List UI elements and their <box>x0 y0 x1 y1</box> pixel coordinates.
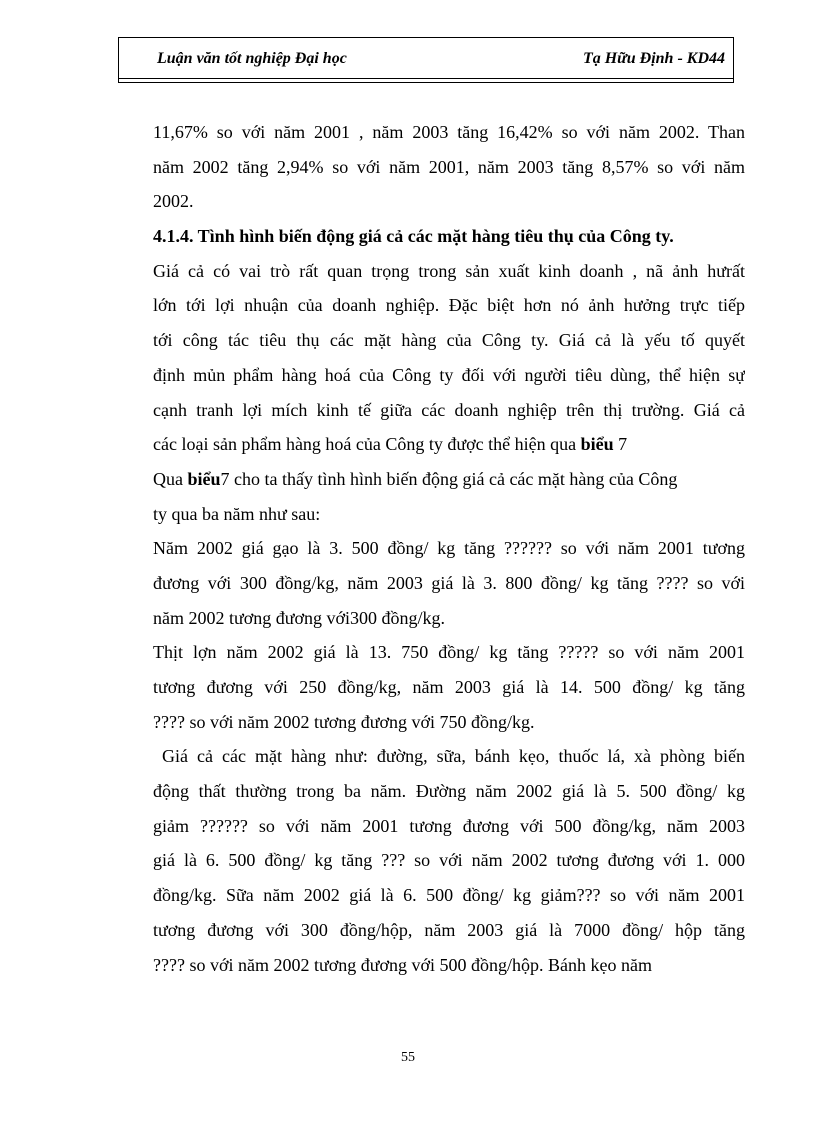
text-segment: 7 cho ta thấy tình hình biến động giá cả các mặt hàng của Công <box>220 468 678 489</box>
text-line: đương với 300 đồng/kg, năm 2003 giá là 3. 800 đồng/ kg tăng ???? so với <box>153 572 745 593</box>
text-line: động thất thường trong ba năm. Đường năm 2002 giá là 5. 500 đồng/ kg <box>153 781 745 802</box>
text-line: ???? so với năm 2002 tương đương với 500 đồng/hộp. Bánh kẹo năm <box>153 954 653 975</box>
text-line: 2002. <box>153 191 194 212</box>
page-header <box>118 37 734 83</box>
text-line-with-bold <box>153 427 745 462</box>
text-line: giá là 6. 500 đồng/ kg tăng ??? so với năm 2002 tương đương với 1. 000 <box>153 850 745 871</box>
text-line: tương đương với 250 đồng/kg, năm 2003 giá là 14. 500 đồng/ kg tăng <box>153 677 745 697</box>
text-line: Giá cả các mặt hàng như: đường, sữa, bánh kẹo, thuốc lá, xà phòng biến <box>153 746 745 767</box>
text-line: lớn tới lợi nhuận của doanh nghiệp. Đặc biệt hơn nó ảnh hưởng trực tiếp <box>153 295 745 316</box>
text-segment: Qua <box>153 468 188 489</box>
text-line: 11,67% so với năm 2001 , năm 2003 tăng 16,42% so với năm 2002. Than <box>153 122 745 142</box>
header-author: Tạ Hữu Định - KD44 <box>582 50 725 67</box>
bold-reference: biểu <box>187 468 221 489</box>
text-line: năm 2002 tăng 2,94% so với năm 2001, năm 2003 tăng 8,57% so với năm <box>153 156 745 177</box>
text-line: Giá cả có vai trò rất quan trọng trong sản xuất kinh doanh , nã ảnh hưrất <box>153 260 745 281</box>
text-line: tương đương với 300 đồng/hộp, năm 2003 giá là 7000 đồng/ hộp tăng <box>153 919 745 940</box>
text-segment: các loại sản phẩm hàng hoá của Công ty được thể hiện qua <box>153 434 581 455</box>
text-line: Thịt lợn năm 2002 giá là 13. 750 đồng/ kg tăng ????? so với năm 2001 <box>153 642 745 663</box>
text-line: tới công tác tiêu thụ các mặt hàng của Công ty. Giá cả là yếu tố quyết <box>153 330 745 351</box>
page-number: 55 <box>401 1050 415 1065</box>
text-line: Năm 2002 giá gạo là 3. 500 đồng/ kg tăng ?????? so với năm 2001 tương <box>153 538 745 559</box>
header-thesis-title: Luận văn tốt nghiệp Đại học <box>157 50 347 67</box>
body-text <box>153 115 745 982</box>
bold-reference: biểu <box>580 434 614 455</box>
text-line: ???? so với năm 2002 tương đương với 750 đồng/kg. <box>153 711 535 732</box>
text-line: cạnh tranh lợi mích kinh tế giữa các doanh nghiệp trên thị trường. Giá cả <box>153 399 745 420</box>
text-line: ty qua ba năm như sau: <box>153 503 321 524</box>
text-line: năm 2002 tương đương với300 đồng/kg. <box>153 607 446 628</box>
text-line: đồng/kg. Sữa năm 2002 giá là 6. 500 đồng/ kg giảm??? so với năm 2001 <box>153 885 745 906</box>
text-segment: 7 <box>613 434 628 455</box>
text-line: giảm ?????? so với năm 2001 tương đương với 500 đồng/kg, năm 2003 <box>153 815 745 836</box>
section-heading: 4.1.4. Tình hình biến động giá cả các mặt hàng tiêu thụ của Công ty. <box>153 226 674 247</box>
text-line: định mủn phẩm hàng hoá của Công ty đối với người tiêu dùng, thể hiện sự <box>153 364 745 385</box>
text-line-with-bold <box>153 462 745 497</box>
